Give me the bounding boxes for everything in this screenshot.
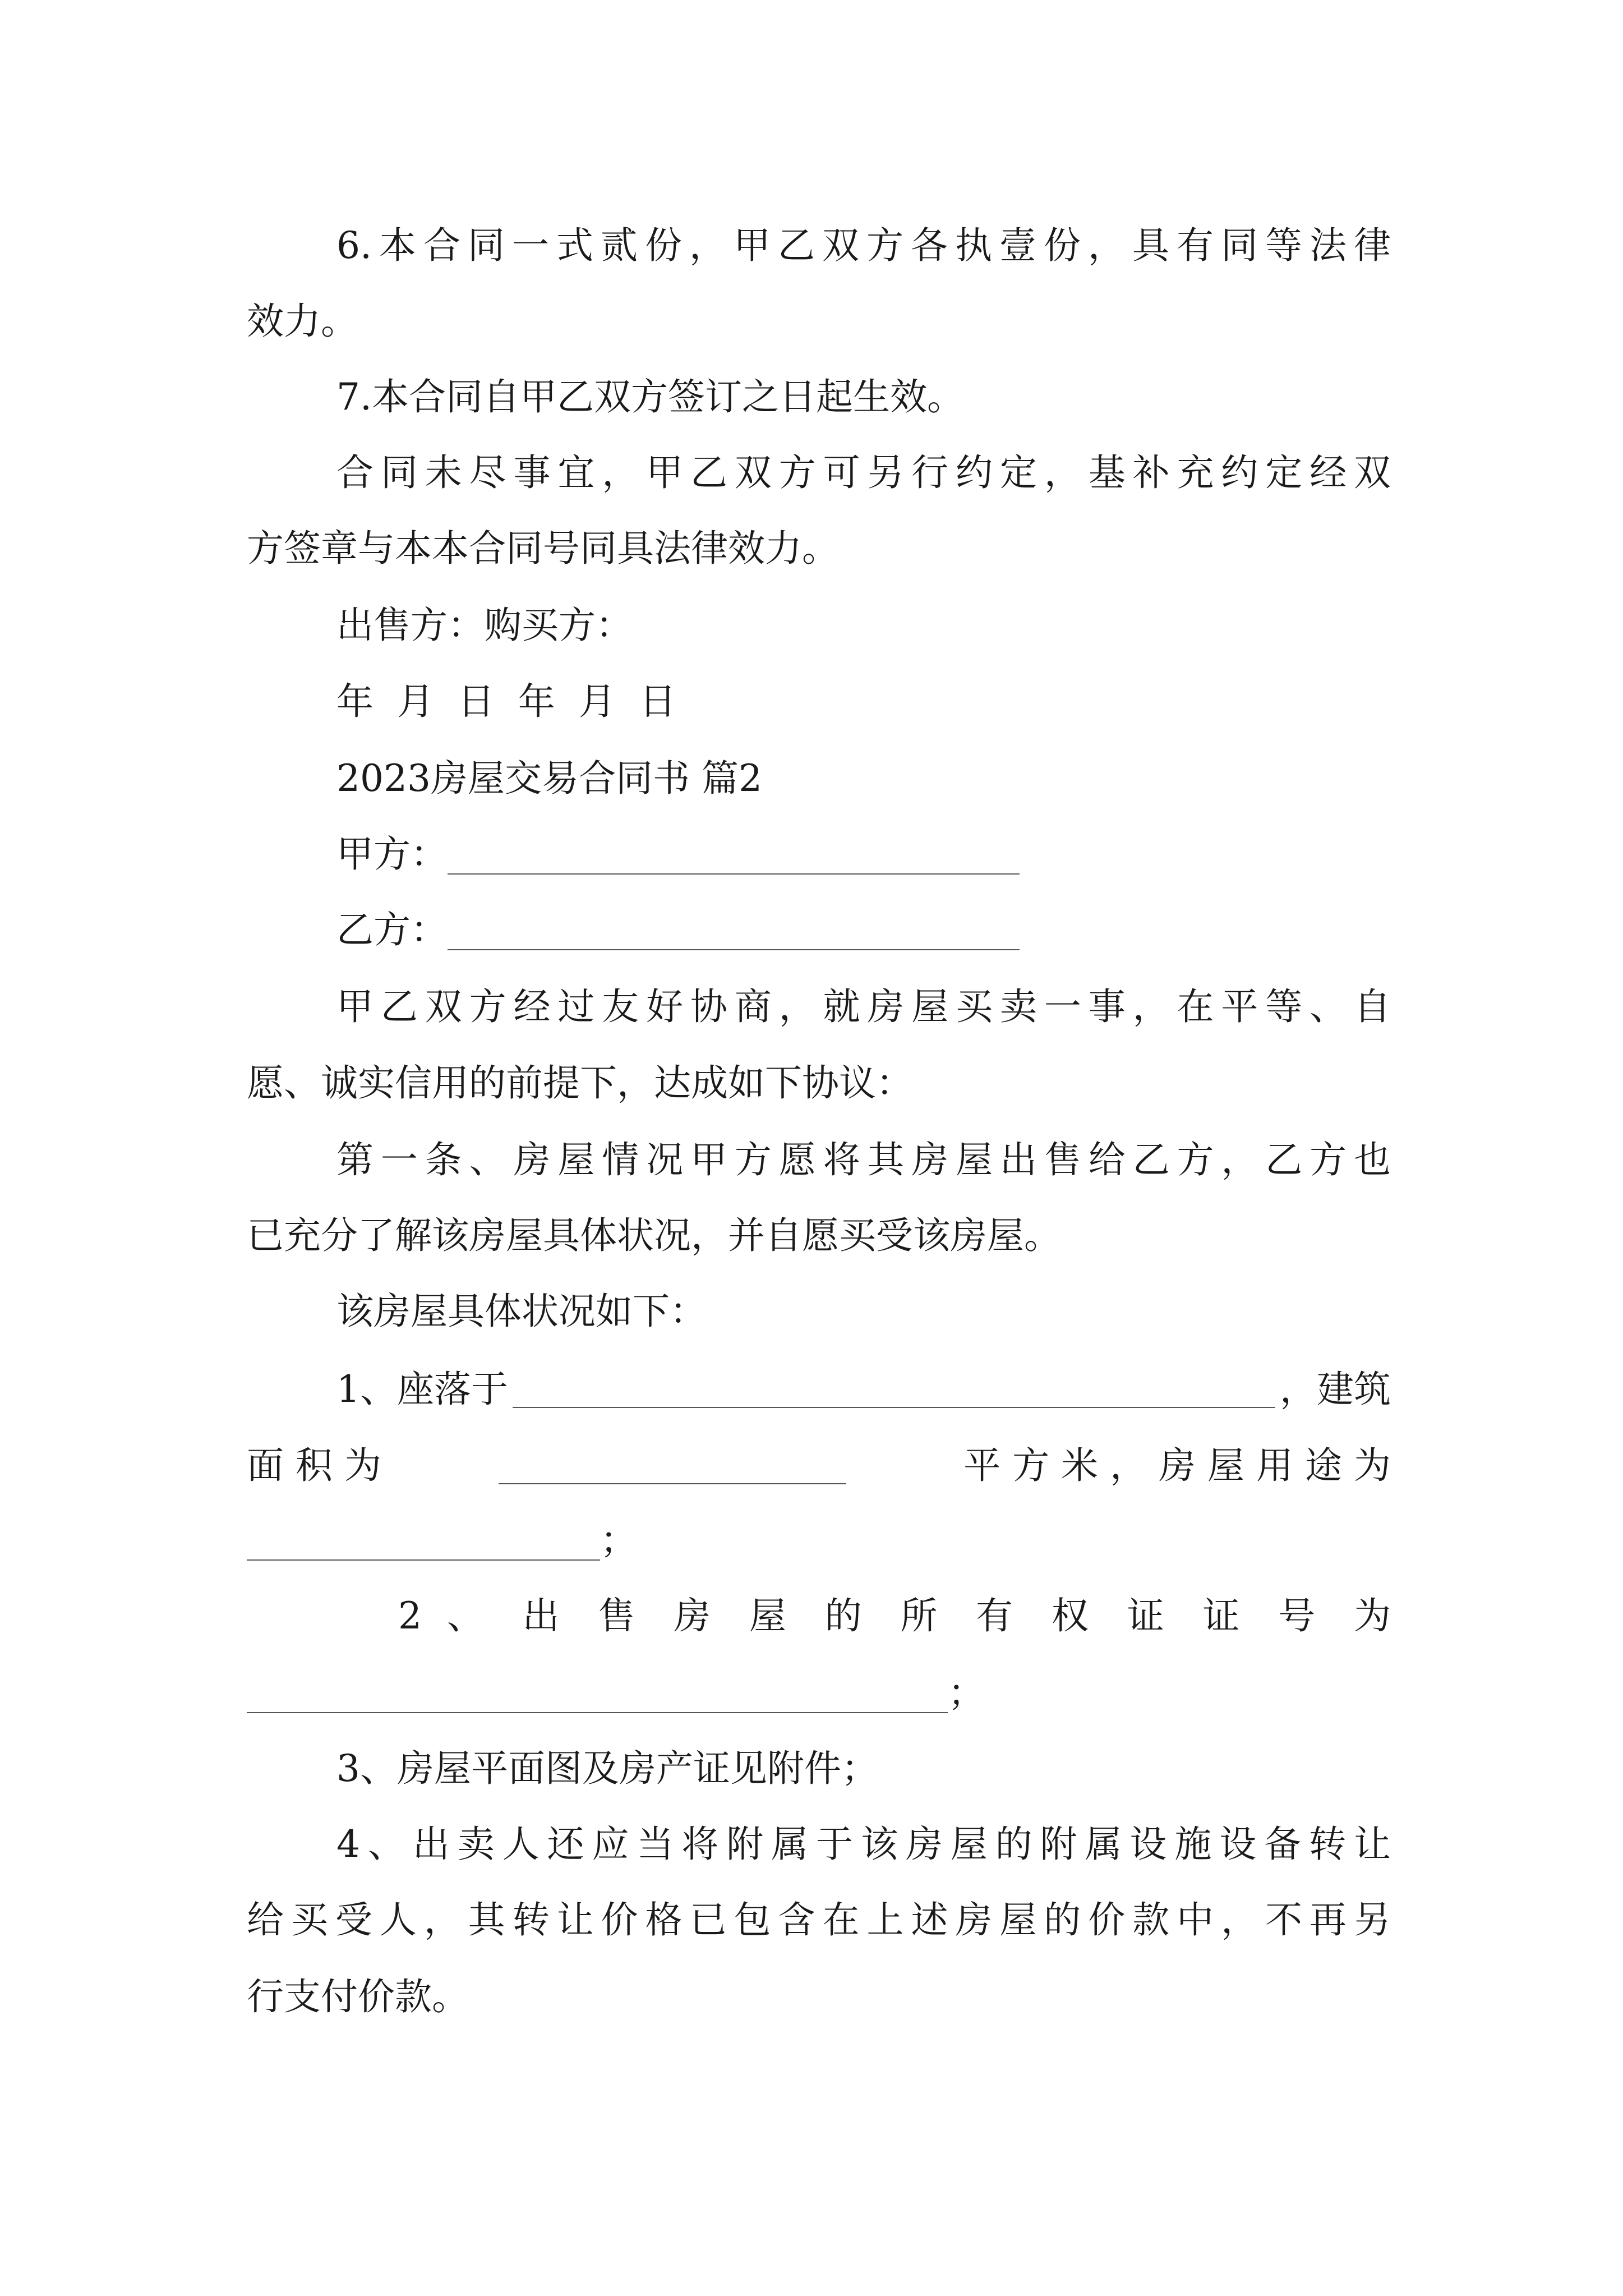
signature-date-line: 年 月 日 年 月 日: [336, 680, 676, 723]
item-4-line-2: 给买受人，其转让价格已包含在上述房屋的价款中，不再另: [247, 1898, 1391, 1941]
party-a-label: 甲方：: [336, 832, 448, 876]
agreement-intro-line-1: 甲乙双方经过友好协商，就房屋买卖一事，在平等、自: [336, 985, 1391, 1028]
seller-buyer-signature-line: 出售方：购买方：: [336, 604, 633, 647]
party-b-label: 乙方：: [336, 908, 448, 951]
item-4-line-3: 行支付价款。: [247, 1975, 469, 2018]
item-1-usage-line: [247, 1519, 1391, 1562]
item-4-line-1: 4、出卖人还应当将附属于该房屋的附属设施设备转让: [336, 1823, 1391, 1866]
clause-7: 7.本合同自甲乙双方签订之日起生效。: [336, 375, 964, 418]
party-b-blank[interactable]: [448, 912, 1020, 950]
item-1-location-line: [336, 1368, 1391, 1411]
party-a-blank[interactable]: [448, 836, 1020, 875]
section-title: 2023房屋交易合同书 篇2: [336, 757, 762, 800]
location-blank[interactable]: [513, 1370, 1275, 1408]
area-label: 面 积 为: [247, 1444, 381, 1487]
item-2-end-mark: ；: [948, 1671, 985, 1714]
item-1-building-label: ，建筑: [1280, 1368, 1391, 1411]
supplement-clause-line-1: 合同未尽事宜，甲乙双方可另行约定，基补充约定经双: [336, 451, 1391, 494]
article-1-line-1: 第一条、房屋情况甲方愿将其房屋出售给乙方，乙方也: [336, 1138, 1391, 1181]
clause-6-line-1: 6.本合同一式贰份，甲乙双方各执壹份，具有同等法律: [336, 224, 1391, 267]
item-1-location-label: 1、座落于: [336, 1368, 508, 1411]
article-1-line-2: 已充分了解该房屋具体状况，并自愿买受该房屋。: [247, 1214, 1061, 1257]
item-3: 3、房屋平面图及房产证见附件；: [336, 1747, 878, 1790]
item-2-certificate-line: 2 、 出 售 房 屋 的 所 有 权 证 证 号 为: [398, 1594, 1391, 1637]
clause-6-line-2: 效力。: [247, 300, 358, 343]
area-unit-usage-label: 平 方 米 ， 房 屋 用 途 为: [963, 1444, 1391, 1487]
certificate-number-blank[interactable]: [247, 1675, 948, 1713]
area-blank[interactable]: [499, 1446, 846, 1484]
usage-blank[interactable]: [247, 1522, 600, 1561]
supplement-clause-line-2: 方签章与本本合同号同具法律效力。: [247, 527, 839, 570]
party-a-line: [336, 832, 1481, 876]
agreement-intro-line-2: 愿、诚实信用的前提下，达成如下协议：: [247, 1061, 913, 1105]
item-2-number-line: [247, 1671, 1391, 1714]
item-1-area-line: [247, 1444, 1391, 1487]
item-1-end-mark: ；: [600, 1519, 637, 1562]
party-b-line: [336, 908, 1481, 951]
property-details-heading: 该房屋具体状况如下：: [336, 1290, 707, 1333]
